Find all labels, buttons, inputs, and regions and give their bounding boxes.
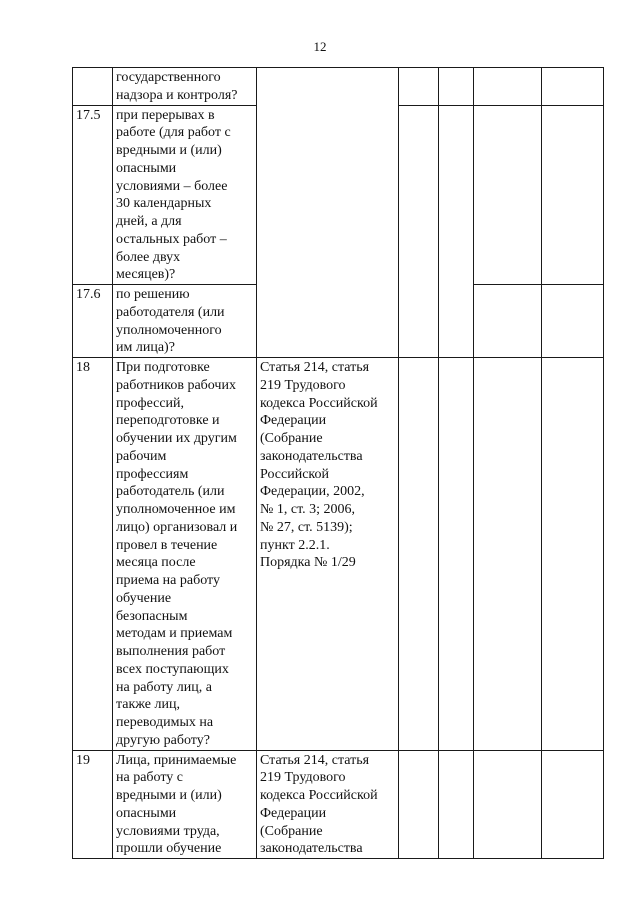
note-cell (542, 68, 604, 106)
question-line: месяца после (116, 555, 196, 571)
answer-yes-cell (399, 105, 439, 358)
question-line: 30 календарных (116, 196, 212, 212)
question-line: обучении их другим (116, 431, 237, 446)
requisites-line: Статья 214, статья (260, 360, 370, 375)
note-cell (542, 358, 604, 751)
question-line: методам и приемам (116, 626, 233, 642)
requisites-line: Федерации, 2002, (260, 484, 365, 500)
table-row (73, 68, 604, 106)
question-line: профессий, (116, 395, 185, 411)
requisites-line: № 1, ст. 3; 2006, (260, 502, 356, 517)
table-row (73, 358, 604, 751)
note-cell (542, 285, 604, 358)
row-number: 17.5 (73, 105, 113, 285)
question-line: государственного (116, 70, 221, 85)
requisites-line: 219 Трудового (260, 377, 346, 393)
answer-no-cell (439, 750, 474, 859)
question-line: провел в течение (116, 537, 218, 553)
answer-not-applicable-cell (474, 105, 542, 285)
question-line: месяцев)? (116, 267, 176, 283)
question-line: всех поступающих (116, 661, 229, 677)
question-line: им лица)? (116, 340, 175, 356)
requisites-line: (Собрание (260, 823, 323, 839)
question-line: обучение (116, 590, 172, 606)
question-line: Лица, принимаемые (116, 752, 237, 768)
requisites-line: Статья 214, статья (260, 752, 370, 768)
requisites-line: (Собрание (260, 431, 323, 446)
question-line: условиями труда, (116, 823, 220, 839)
question-line: работодатель (или (116, 484, 225, 500)
requisites-cell (257, 750, 399, 859)
requisites-line: кодекса Российской (260, 788, 378, 803)
requisites-line: Порядка № 1/29 (260, 555, 356, 571)
question-line: при перерывах в (116, 107, 215, 123)
note-cell (542, 105, 604, 285)
answer-not-applicable-cell (474, 285, 542, 358)
question-line: на работу лиц, а (116, 679, 212, 695)
row-number: 18 (73, 358, 113, 751)
question-line: профессиям (116, 466, 189, 482)
question-line: уполномоченного (116, 322, 222, 338)
question-line: переподготовке и (116, 413, 220, 429)
answer-no-cell (439, 105, 474, 358)
question-line: уполномоченное им (116, 502, 236, 517)
question-line: При подготовке (116, 360, 210, 375)
requisites-line: Федерации (260, 805, 327, 821)
requisites-line: 219 Трудового (260, 770, 346, 786)
requisites-line: законодательства (260, 841, 363, 857)
answer-yes-cell (399, 68, 439, 106)
question-line: вредными и (или) (116, 788, 222, 803)
note-cell (542, 750, 604, 859)
row-number: 19 (73, 750, 113, 859)
question-line: надзора и контроля? (116, 87, 238, 103)
question-line: работодателя (или (116, 304, 225, 320)
question-line: на работу с (116, 770, 184, 786)
question-cell (113, 68, 257, 106)
page-number: 12 (313, 39, 327, 54)
question-line: прошли обучение (116, 841, 222, 857)
requisites-line: Российской (260, 466, 329, 482)
question-cell (113, 105, 257, 285)
question-line: вредными и (или) (116, 143, 222, 158)
question-cell (113, 358, 257, 751)
answer-yes-cell (399, 358, 439, 751)
question-cell (113, 285, 257, 358)
checklist-table (72, 67, 604, 859)
requisites-line: законодательства (260, 448, 363, 464)
question-line: работников рабочих (116, 377, 236, 393)
requisites-cell (257, 358, 399, 751)
answer-not-applicable-cell (474, 68, 542, 106)
question-line: лицо) организовал и (116, 519, 238, 535)
row-number (73, 68, 113, 106)
question-line: условиями – более (116, 178, 228, 194)
question-line: по решению (116, 287, 190, 302)
question-line: рабочим (116, 448, 167, 464)
requisites-line: Федерации (260, 413, 327, 429)
question-line: опасными (116, 160, 177, 176)
answer-yes-cell (399, 750, 439, 859)
answer-no-cell (439, 68, 474, 106)
question-line: дней, а для (116, 214, 182, 229)
question-line: остальных работ – (116, 231, 227, 247)
question-cell (113, 750, 257, 859)
answer-not-applicable-cell (474, 358, 542, 751)
table-row (73, 750, 604, 859)
question-line: опасными (116, 805, 177, 821)
requisites-cell (257, 68, 399, 358)
requisites-line: пункт 2.2.1. (260, 537, 330, 553)
question-line: переводимых на (116, 715, 214, 730)
row-number: 17.6 (73, 285, 113, 358)
question-line: другую работу? (116, 732, 210, 748)
question-line: более двух (116, 249, 181, 265)
question-line: также лиц, (116, 697, 180, 713)
answer-no-cell (439, 358, 474, 751)
question-line: безопасным (116, 608, 188, 624)
question-line: выполнения работ (116, 644, 226, 659)
answer-not-applicable-cell (474, 750, 542, 859)
requisites-line: № 27, ст. 5139); (260, 519, 353, 535)
requisites-line: кодекса Российской (260, 395, 378, 411)
question-line: работе (для работ с (116, 125, 231, 141)
question-line: приема на работу (116, 573, 220, 588)
